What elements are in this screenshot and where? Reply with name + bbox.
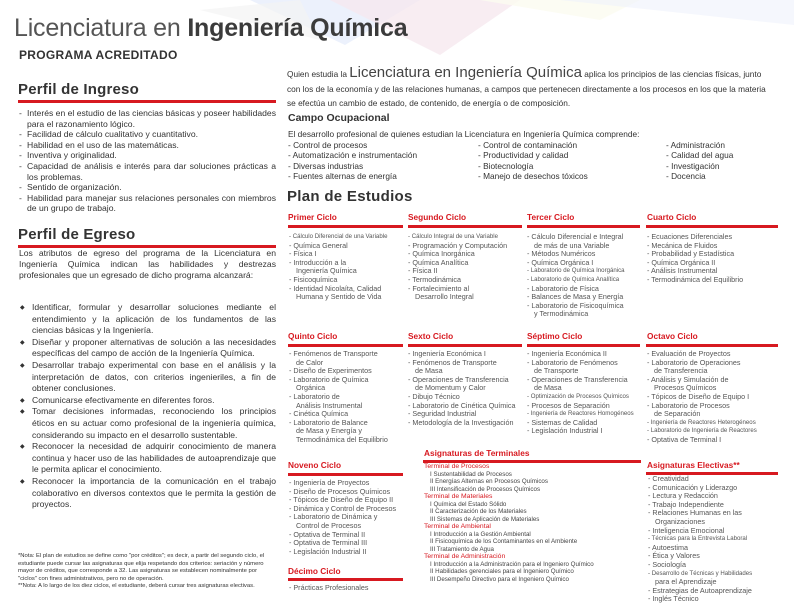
divider xyxy=(527,344,640,347)
course-item: - Trabajo Independiente xyxy=(648,499,724,509)
campo-ocupacional-intro: El desarrollo profesional de quienes estudian la Licenciatura en Ingeniería Química comprende: xyxy=(288,129,640,139)
terminales-heading: Asignaturas de Terminales xyxy=(424,448,530,458)
course-item: de Masa xyxy=(534,383,562,393)
course-item: - Dinámica y Control de Procesos xyxy=(289,503,397,513)
course-item: - Sociología xyxy=(648,559,686,569)
footnote xyxy=(18,553,276,591)
divider xyxy=(288,225,403,228)
course-item: - Cinética Química xyxy=(289,409,349,419)
course-item: - Comunicación y Liderazgo xyxy=(648,482,738,492)
ciclo-7-heading: Séptimo Ciclo xyxy=(527,331,583,341)
course-item: Control de Procesos xyxy=(296,520,362,530)
list-item: - Inventiva y originalidad. xyxy=(19,150,276,161)
campo-item: - Productividad y calidad xyxy=(478,150,569,161)
course-item: - Laboratorio de Química Inorgánica xyxy=(527,267,625,275)
course-item: de Calor xyxy=(296,357,324,367)
course-item: - Fortalecimiento al xyxy=(408,283,470,293)
ciclo-7-list xyxy=(527,350,634,436)
ciclo-6-heading: Sexto Ciclo xyxy=(408,331,454,341)
course-item: - Termodinámica del Equilibrio xyxy=(647,274,744,284)
terminal-item: II Habilidades gerenciales para el Ingeniero Químico xyxy=(430,568,574,575)
course-item: - Introducción a la xyxy=(289,257,347,267)
campo-item: - Automatización e instrumentación xyxy=(288,150,418,161)
page-title: Licenciatura en Ingeniería Química xyxy=(14,14,408,42)
terminal-item: II Caracterización de los Materiales xyxy=(430,508,527,515)
footnote-electives: **Nota: A lo largo de los diez ciclos, el estudiante, deberá cursar tres asignaturas electivas. xyxy=(18,583,255,590)
footnote-credits: *Nota: El plan de estudios se define como "por créditos"; es decir, a partir del segundo ciclo, el estudiante puede cursar las asignaturas que elija respetando dos criterios: seriación y número mayor de créditos, que corresponde a 32. Las asignaturas se establecen nominalmente por "ciclos" con fines administrativos, pero no de operación. xyxy=(18,553,265,582)
course-item: - Evaluación de Proyectos xyxy=(647,349,731,358)
course-item: - Laboratorio de Fisicoquímica xyxy=(527,300,624,310)
course-item: - Relaciones Humanas en las xyxy=(648,508,742,518)
course-item: - Dibujo Técnico xyxy=(408,391,460,401)
course-item: - Procesos de Separación xyxy=(527,400,610,410)
course-item: - Laboratorio de Dinámica y xyxy=(289,512,378,522)
course-item: - Métodos Numéricos xyxy=(527,249,596,259)
course-item: - Legislación Industrial I xyxy=(527,426,603,436)
divider xyxy=(408,225,522,228)
course-item: Ingeniería Química xyxy=(296,266,357,276)
course-item: Procesos Químicos xyxy=(654,383,717,393)
campo-item: - Biotecnología xyxy=(478,160,534,171)
campo-ocupacional-heading: Campo Ocupacional xyxy=(288,112,390,124)
course-item: - Probabilidad y Estadística xyxy=(647,249,735,259)
list-item: ◆ Comunicarse efectivamente en diferentes foros. xyxy=(19,395,276,407)
course-item: Organizaciones xyxy=(655,516,705,526)
course-item: - Operaciones de Transferencia xyxy=(527,374,628,384)
course-item: - Legislación Industrial II xyxy=(289,546,367,556)
ciclo-4-list xyxy=(647,233,743,285)
ciclo-1-heading: Primer Ciclo xyxy=(288,212,337,222)
course-item: - Ecuaciones Diferenciales xyxy=(647,232,733,241)
ciclo-9-heading: Noveno Ciclo xyxy=(288,460,342,470)
campo-item: - Control de procesos xyxy=(288,140,368,150)
list-item: ◆ Diseñar y proponer alternativas de solución a las necesidades específicas del campo de acción de la Ingeniería Química. xyxy=(19,337,276,360)
campo-list-2 xyxy=(478,140,588,182)
ciclo-5-heading: Quinto Ciclo xyxy=(288,331,338,341)
list-item: ◆ Reconocer la necesidad de adquirir conocimiento de manera continua y hacer uso de las habilidades de autoaprendizaje que le permita aplicar el conocimiento. xyxy=(19,441,276,476)
course-item: - Cálculo Integral de una Variable xyxy=(408,233,498,240)
accredited-label: PROGRAMA ACREDITADO xyxy=(19,48,178,62)
terminal-item: III Desempeño Directivo para el Ingeniero Químico xyxy=(430,575,569,583)
course-item: - Cálculo Diferencial de una Variable xyxy=(289,233,388,240)
course-item: de Masa xyxy=(415,366,443,376)
course-item: Desarrollo Integral xyxy=(415,292,474,302)
course-item: - Termodinámica xyxy=(408,274,461,284)
course-item: - Ingeniería de Reactores Homogéneos xyxy=(527,410,634,418)
campo-item: - Control de contaminación xyxy=(478,140,578,150)
ciclo-1-list xyxy=(289,233,387,302)
course-item: - Desarrollo de Técnicas y Habilidades xyxy=(648,569,753,577)
course-item: - Ingeniería Económica I xyxy=(408,349,486,358)
course-item: - Laboratorio de Balance xyxy=(289,417,368,427)
ciclo-6-list xyxy=(408,350,515,427)
ciclo-9-list xyxy=(289,479,396,556)
course-item: - Análisis Instrumental xyxy=(647,266,718,276)
course-item: - Autoestima xyxy=(648,542,688,552)
course-item: - Ética y Valores xyxy=(648,551,700,561)
course-item: - Química General xyxy=(289,240,348,250)
course-item: - Optativa de Terminal II xyxy=(289,529,366,539)
campo-item: - Diversas industrias xyxy=(288,160,364,171)
terminal-item: I Sustentabilidad de Procesos xyxy=(430,470,512,478)
course-item: - Laboratorio de Química Analítica xyxy=(527,275,620,283)
ciclo-2-list xyxy=(408,233,507,302)
terminal-item: I Introducción a la Gestión Ambiental xyxy=(430,530,531,538)
course-item: - Identidad Nicolaíta, Calidad xyxy=(289,283,382,293)
ciclo-4-heading: Cuarto Ciclo xyxy=(647,212,697,222)
course-item: - Diseño de Procesos Químicos xyxy=(289,486,391,496)
course-item: - Optativa de Terminal I xyxy=(647,434,722,444)
course-item: - Estrategias de Autoaprendizaje xyxy=(648,585,752,595)
course-item: - Optativa de Terminal III xyxy=(289,538,368,548)
course-item: de Separación xyxy=(654,409,701,419)
terminal-category: Terminal de Procesos xyxy=(424,463,490,470)
list-item: ◆ Reconocer la importancia de la comunicación en el trabajo colaborativo en diversos contextos que le permita la gestión de proyectos. xyxy=(19,476,276,511)
course-item: de más de una Variable xyxy=(534,240,610,250)
perfil-egreso-intro: Los atributos de egreso del programa de la Licenciatura en Ingeniería Química indican las habilidades y destrezas profesionales que un egresado de dicho programa alcanzará: xyxy=(19,248,276,281)
divider xyxy=(288,344,403,347)
terminales-list xyxy=(424,463,594,583)
course-item: - Metodología de la Investigación xyxy=(408,417,514,427)
course-item: - Ingeniería Económica II xyxy=(527,349,607,358)
course-item: - Ingeniería de Proyectos xyxy=(289,478,370,487)
course-item: - Química Orgánica I xyxy=(527,257,594,267)
course-item: - Prácticas Profesionales xyxy=(289,583,369,592)
electivas-list xyxy=(648,475,752,604)
intro-paragraph: Quien estudia la Licenciatura en Ingeniería Química aplica los principios de las ciencias físicas, junto con los de la economía y de las relaciones humanas, a campos que pertenecen directamente a los procesos en los que la materia se efectúa un cambio de estado, de contenido, de energía o de composición. xyxy=(287,64,766,108)
course-item: - Creatividad xyxy=(648,474,689,483)
terminal-item: II Fisicoquímica de los Contaminantes en el Ambiente xyxy=(430,538,578,545)
campo-item: - Administración xyxy=(666,140,726,150)
ciclo-5-list xyxy=(289,350,388,445)
terminal-item: III Intensificación de Procesos Químicos xyxy=(430,485,541,493)
course-item: - Laboratorio de xyxy=(289,391,340,401)
course-item: - Diseño de Experimentos xyxy=(289,366,372,376)
course-item: Termodinámica del Equilibrio xyxy=(296,434,388,444)
course-item: - Laboratorio de Química xyxy=(289,374,369,384)
list-item: - Sentido de organización. xyxy=(19,182,276,193)
course-item: - Laboratorio de Cinética Química xyxy=(408,400,516,410)
campo-item: - Investigación xyxy=(666,160,720,171)
course-item: - Seguridad Industrial xyxy=(408,409,477,419)
course-item: - Laboratorio de Ingeniería de Reactores xyxy=(647,427,757,435)
campo-item: - Manejo de desechos tóxicos xyxy=(478,171,588,182)
perfil-egreso-heading: Perfil de Egreso xyxy=(18,226,136,243)
course-item: - Química Orgánica II xyxy=(647,257,716,267)
course-item: - Mecánica de Fluidos xyxy=(647,240,718,250)
campo-list-1 xyxy=(288,140,417,182)
terminal-category: Terminal de Materiales xyxy=(424,493,493,500)
divider xyxy=(408,344,522,347)
course-item: y Termodinámica xyxy=(534,309,589,319)
ciclo-8-list xyxy=(647,350,757,445)
perfil-ingreso-heading: Perfil de Ingreso xyxy=(18,81,139,98)
divider xyxy=(527,225,640,228)
course-item: - Análisis y Simulación de xyxy=(647,374,729,384)
course-item: - Física II xyxy=(408,266,438,276)
ciclo-3-heading: Tercer Ciclo xyxy=(527,212,575,222)
course-item: - Balances de Masa y Energía xyxy=(527,292,624,302)
course-item: - Sistemas de Calidad xyxy=(527,417,598,427)
course-item: de Transferencia xyxy=(654,366,708,376)
list-item: - Habilidad para manejar sus relaciones personales con miembros de un grupo de trabajo. xyxy=(19,193,276,214)
course-item: - Inteligencia Emocional xyxy=(648,525,725,535)
course-item: - Fenómenos de Transporte xyxy=(289,349,378,358)
course-item: de Masa y Energía y xyxy=(296,426,362,436)
course-item: - Inglés Técnico xyxy=(648,594,699,604)
course-item: de Transporte xyxy=(534,366,579,376)
divider xyxy=(18,100,276,103)
course-item: - Química Analítica xyxy=(408,257,469,267)
course-item: Análisis Instrumental xyxy=(296,400,363,410)
list-item: - Capacidad de análisis e interés para dar soluciones prácticas a los problemas. xyxy=(19,161,276,182)
course-item: Orgánica xyxy=(296,383,326,393)
divider xyxy=(646,344,778,347)
course-item: para el Aprendizaje xyxy=(655,577,717,587)
campo-item: - Calidad del agua xyxy=(666,150,734,161)
course-item: de Momentum y Calor xyxy=(415,383,486,393)
course-item: - Ingeniería de Reactores Heterogéneos xyxy=(647,418,756,426)
course-item: - Tópicos de Diseño de Equipo I xyxy=(647,391,750,401)
plan-estudios-heading: Plan de Estudios xyxy=(287,188,413,205)
campo-item: - Docencia xyxy=(666,171,706,182)
course-item: - Fenómenos de Transporte xyxy=(408,357,497,367)
list-item: ◆ Desarrollar trabajo experimental con base en el análisis y la interpretación de datos, con criterios ingenieriles, a fin de obtener conclusiones. xyxy=(19,360,276,395)
course-item: - Programación y Computación xyxy=(408,240,508,250)
campo-item: - Fuentes alternas de energía xyxy=(288,171,397,182)
ciclo-8-heading: Octavo Ciclo xyxy=(647,331,698,341)
course-item: - Laboratorio de Física xyxy=(527,283,599,293)
terminal-item: III Sistemas de Aplicación de Materiales xyxy=(430,515,540,523)
perfil-ingreso-list xyxy=(19,108,276,214)
course-item: - Laboratorio de Fenómenos xyxy=(527,357,618,367)
list-item: ◆ Identificar, formular y desarrollar soluciones mediante el entendimiento y la aplicación de los fundamentos de las ciencias básicas y la Ingeniería. xyxy=(19,302,276,337)
course-item: - Técnicas para la Entrevista Laboral xyxy=(648,535,748,543)
course-item: - Fisicoquímica xyxy=(289,274,338,284)
campo-list-3 xyxy=(666,140,733,182)
list-item: ◆ Tomar decisiones informadas, reconociendo los principios éticos en su actuar como profesional de la ingeniería química, considerando su impacto en el desarrollo sustentable. xyxy=(19,406,276,441)
perfil-egreso-list xyxy=(19,302,276,511)
list-item: - Interés en el estudio de las ciencias básicas y poseer habilidades para el razonamiento lógico. xyxy=(19,108,276,129)
list-item: - Habilidad en el uso de las matemáticas. xyxy=(19,140,276,151)
divider xyxy=(646,225,778,228)
course-item: - Cálculo Diferencial e Integral xyxy=(527,232,624,241)
course-item: - Física I xyxy=(289,249,317,259)
course-item: - Operaciones de Transferencia xyxy=(408,374,509,384)
course-item: - Optimización de Procesos Químicos xyxy=(527,392,629,400)
ciclo-3-list xyxy=(527,233,625,319)
course-item: - Química Inorgánica xyxy=(408,249,475,259)
terminal-item: I Introducción a la Administración para el Ingeniero Químico xyxy=(430,560,594,568)
course-item: - Laboratorio de Procesos xyxy=(647,400,730,410)
terminal-item: II Energías Alternas en Procesos Químicos xyxy=(430,478,548,485)
ciclo-10-list xyxy=(289,584,369,593)
ciclo-10-heading: Décimo Ciclo xyxy=(288,566,341,576)
list-item: - Facilidad de cálculo cualitativo y cuantitativo. xyxy=(19,129,276,140)
course-item: Humana y Sentido de Vida xyxy=(296,292,382,302)
terminal-category: Terminal de Administración xyxy=(424,553,506,560)
terminal-category: Terminal de Ambiental xyxy=(424,523,491,530)
divider xyxy=(288,578,403,581)
course-item: - Laboratorio de Operaciones xyxy=(647,357,741,367)
ciclo-2-heading: Segundo Ciclo xyxy=(408,212,467,222)
divider xyxy=(288,473,403,476)
terminal-item: III Tratamiento de Agua xyxy=(430,545,494,553)
course-item: - Lectura y Redacción xyxy=(648,491,718,501)
electivas-heading: Asignaturas Electivas** xyxy=(647,460,740,470)
course-item: - Tópicos de Diseño de Equipo II xyxy=(289,495,394,505)
terminal-item: I Química del Estado Sólido xyxy=(430,500,507,508)
